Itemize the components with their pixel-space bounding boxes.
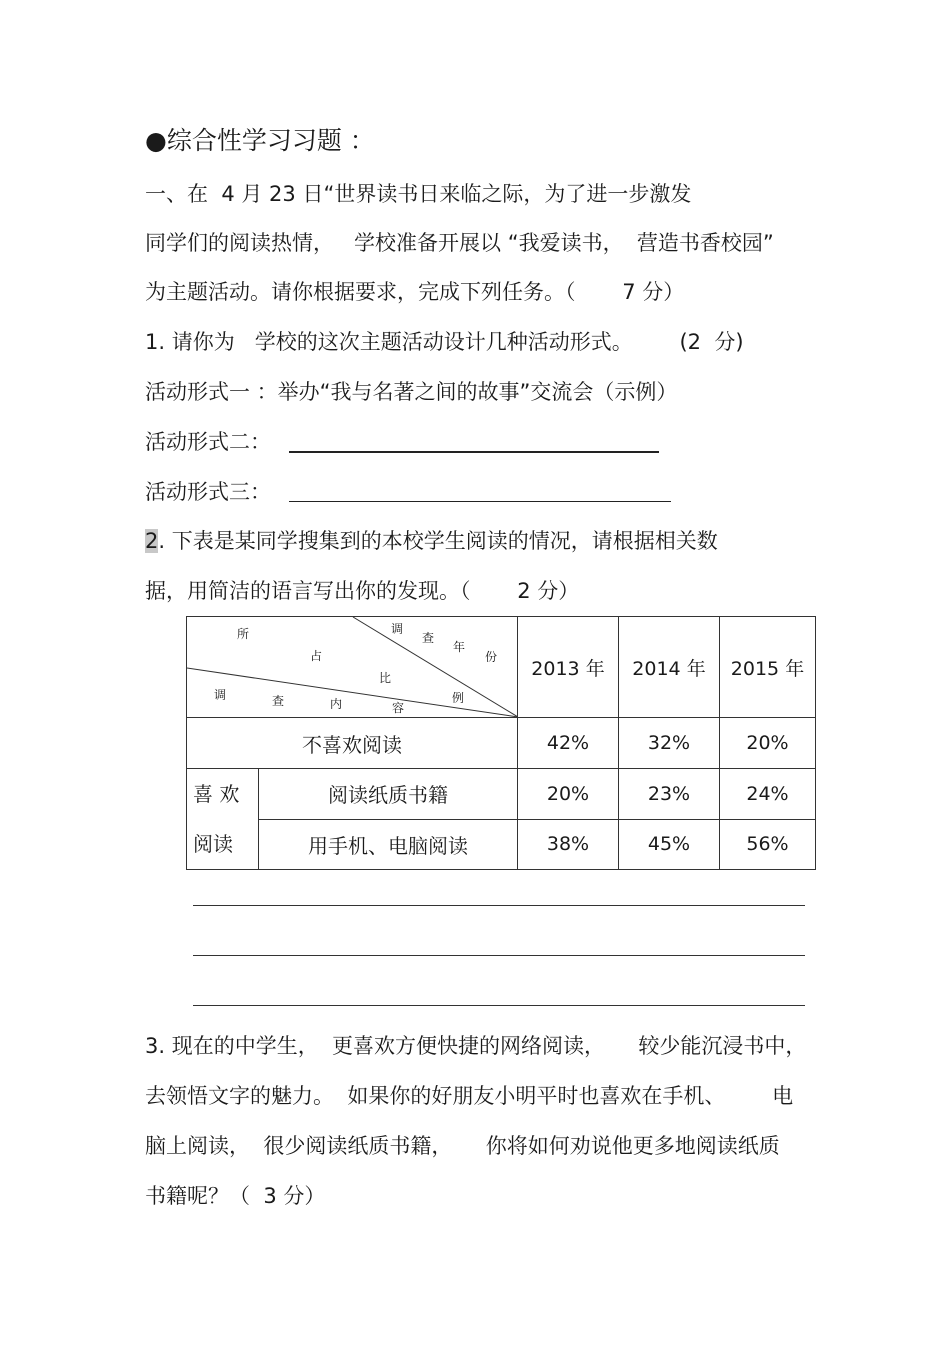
diag-mid-4: 例	[452, 691, 465, 705]
survey-table	[186, 616, 816, 870]
activity-form-2-label: 活动形式二：	[145, 430, 271, 454]
intro-line-3: 为主题活动。请你根据要求，完成下列任务。（ 7 分）	[145, 280, 685, 304]
row-group-like-reading	[187, 769, 259, 870]
table-cell: 45%	[619, 819, 720, 870]
table-cell: 23%	[619, 769, 720, 820]
row-label-paper: 阅读纸质书籍	[259, 769, 518, 820]
diag-bot-4: 容	[392, 701, 405, 715]
diag-mid-2: 占	[310, 649, 323, 663]
activity-form-3-blank[interactable]	[289, 501, 671, 502]
question-1: 1. 请你为 学校的这次主题活动设计几种活动形式。 (2 分)	[145, 330, 744, 354]
like-label-1: 喜 欢	[193, 782, 240, 806]
answer-line-1[interactable]	[193, 905, 805, 906]
question-2-line-2: 据，用简洁的语言写出你的发现。（ 2 分）	[145, 579, 580, 603]
diag-bot-3: 内	[330, 697, 343, 711]
year-header: 2015 年	[720, 617, 816, 718]
diag-bot-2: 查	[272, 694, 285, 708]
row-label-phone: 用手机、电脑阅读	[259, 819, 518, 870]
table-cell: 20%	[518, 769, 619, 820]
answer-line-2[interactable]	[193, 955, 805, 956]
question-3-line-1: 3. 现在的中学生， 更喜欢方便快捷的网络阅读， 较少能沉浸书中，	[145, 1034, 807, 1058]
diag-bot-1: 调	[214, 688, 227, 702]
page-title: ●综合性学习习题 ：	[145, 126, 375, 155]
activity-form-3-label: 活动形式三：	[145, 480, 271, 504]
table-cell: 42%	[518, 718, 619, 769]
row-label-dislike: 不喜欢阅读	[187, 718, 518, 769]
table-cell: 20%	[720, 718, 816, 769]
table-cell: 24%	[720, 769, 816, 820]
table-cell: 38%	[518, 819, 619, 870]
question-2-number: 2	[145, 529, 159, 553]
question-2-line-1	[145, 527, 718, 555]
like-label-2: 阅读	[193, 832, 233, 856]
diag-top-1: 调	[391, 622, 404, 636]
diag-top-3: 年	[453, 640, 466, 654]
answer-line-3[interactable]	[193, 1005, 805, 1006]
diagonal-header-cell	[187, 617, 518, 718]
year-header: 2014 年	[619, 617, 720, 718]
diag-mid-1: 所	[237, 627, 250, 641]
year-header: 2013 年	[518, 617, 619, 718]
table-cell: 32%	[619, 718, 720, 769]
intro-line-2: 同学们的阅读热情， 学校准备开展以 “我爱读书， 营造书香校园”	[145, 231, 774, 255]
activity-form-1: 活动形式一 ：举办“我与名著之间的故事”交流会（示例）	[145, 380, 678, 404]
table-cell: 56%	[720, 819, 816, 870]
question-3-line-4: 书籍呢？（ 3 分）	[145, 1184, 326, 1208]
intro-line-1: 一、在 4 月 23 日“世界读书日来临之际，为了进一步激发	[145, 182, 692, 206]
diag-top-2: 查	[422, 631, 435, 645]
question-3-line-2: 去领悟文字的魅力。 如果你的好朋友小明平时也喜欢在手机、 电	[145, 1084, 794, 1108]
diag-mid-3: 比	[379, 671, 392, 685]
question-3-line-3: 脑上阅读， 很少阅读纸质书籍， 你将如何劝说他更多地阅读纸质	[145, 1134, 780, 1158]
diag-top-4: 份	[485, 650, 498, 664]
question-2-text: . 下表是某同学搜集到的本校学生阅读的情况，请根据相关数	[158, 529, 718, 553]
activity-form-2-blank[interactable]	[289, 451, 659, 453]
